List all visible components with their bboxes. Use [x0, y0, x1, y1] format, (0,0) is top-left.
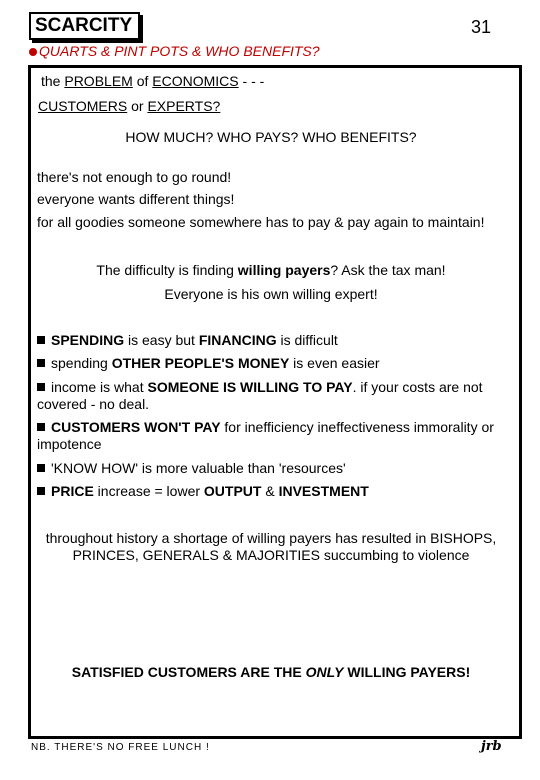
bullet-item: income is what SOMEONE IS WILLING TO PAY. if your costs are not covered - no deal.: [37, 379, 483, 412]
footer-note: NB. THERE'S NO FREE LUNCH !: [31, 742, 210, 753]
bullet-item: CUSTOMERS WON'T PAY for inefficiency ineffectiveness immorality or impotence: [37, 419, 494, 452]
square-bullet-icon: [37, 464, 45, 472]
page-title: SCARCITY: [29, 12, 140, 40]
customers-experts-line: CUSTOMERS or EXPERTS?: [38, 98, 221, 114]
page-subtitle: QUARTS & PINT POTS & WHO BENEFITS?: [39, 43, 320, 59]
problem-line: the PROBLEM of ECONOMICS - - -: [41, 73, 265, 89]
history-line: throughout history a shortage of willing payers has resulted in BISHOPS,: [45, 530, 497, 546]
square-bullet-icon: [37, 487, 45, 495]
statement-line: there's not enough to go round!: [37, 169, 232, 185]
subtitle-bullet-icon: [29, 48, 37, 56]
square-bullet-icon: [37, 336, 45, 344]
conclusion-line: SATISFIED CUSTOMERS ARE THE ONLY WILLING PAYERS!: [71, 664, 471, 680]
author-logo: jrb: [481, 739, 502, 754]
expert-line: Everyone is his own willing expert!: [164, 286, 378, 302]
bullet-item: PRICE increase = lower OUTPUT & INVESTMENT: [37, 483, 507, 500]
bullet-item: SPENDING is easy but FINANCING is difficult: [37, 332, 507, 349]
questions-line: HOW MUCH? WHO PAYS? WHO BENEFITS?: [125, 129, 417, 145]
square-bullet-icon: [37, 359, 45, 367]
bullet-item: 'KNOW HOW' is more valuable than 'resources': [37, 460, 507, 477]
square-bullet-icon: [37, 423, 45, 431]
difficulty-line: The difficulty is finding willing payers? Ask the tax man!: [96, 262, 446, 278]
bullet-item: spending OTHER PEOPLE'S MONEY is even easier: [37, 355, 507, 372]
history-line: PRINCES, GENERALS & MAJORITIES succumbing to violence: [72, 547, 470, 563]
statement-line: everyone wants different things!: [37, 191, 235, 207]
square-bullet-icon: [37, 383, 45, 391]
page-number: 31: [471, 17, 492, 37]
statement-line: for all goodies someone somewhere has to pay & pay again to maintain!: [37, 214, 485, 230]
